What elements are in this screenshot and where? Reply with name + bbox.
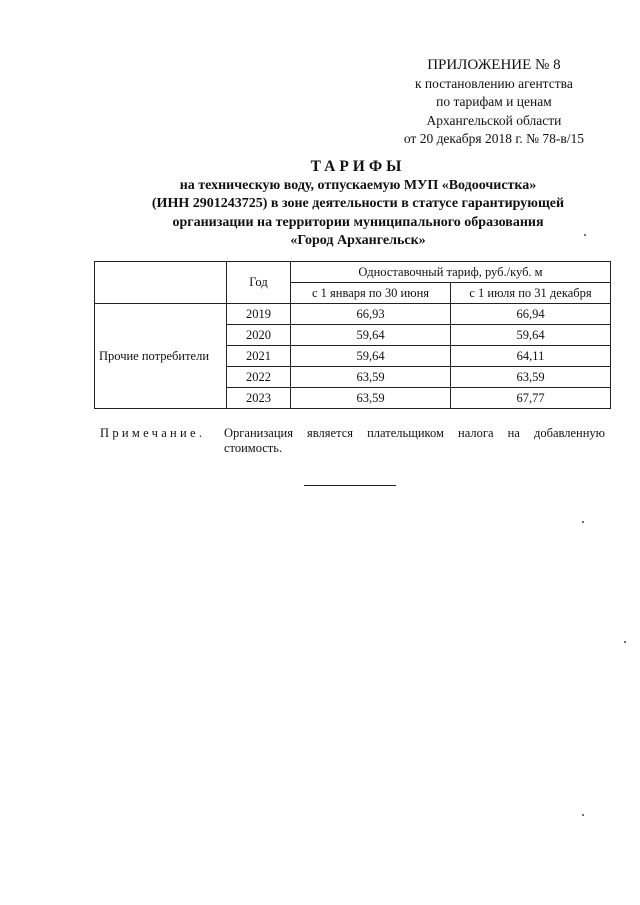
tariff-cell-h2: 59,64 (451, 325, 611, 346)
appendix-line: к постановлению агентства (415, 75, 573, 91)
tariff-cell-h2: 67,77 (451, 388, 611, 409)
heading-line: «Город Архангельск» (290, 233, 426, 248)
heading-line: организации на территории муниципального образования (172, 214, 544, 230)
tariff-cell-h2: 63,59 (451, 367, 611, 388)
appendix-title: ПРИЛОЖЕНИЕ № 8 (427, 57, 561, 73)
scan-speck (584, 234, 586, 236)
tariff-cell-h1: 59,64 (291, 325, 451, 346)
scan-speck (624, 641, 626, 643)
year-cell: 2020 (227, 325, 291, 346)
tariff-table (94, 261, 611, 409)
appendix-line: от 20 декабря 2018 г. № 78-в/15 (403, 131, 584, 146)
year-cell: 2019 (227, 304, 291, 325)
appendix-line: по тарифам и ценам (436, 94, 552, 109)
tariff-cell-h1: 63,59 (291, 367, 451, 388)
heading-title: ТАРИФЫ (310, 158, 406, 175)
empty-header-cell (95, 262, 227, 304)
year-header: Год (227, 262, 291, 304)
appendix-line: Архангельской области (426, 112, 562, 128)
year-cell: 2022 (227, 367, 291, 388)
tariff-cell-h2: 66,94 (451, 304, 611, 325)
note-block (100, 426, 605, 456)
period-header-second-half: с 1 июля по 31 декабря (451, 283, 611, 304)
tariff-cell-h1: 63,59 (291, 388, 451, 409)
tariff-cell-h1: 66,93 (291, 304, 451, 325)
heading-line: (ИНН 2901243725) в зоне деятельности в статусе гарантирующей (151, 196, 565, 211)
tariff-header: Одноставочный тариф, руб./куб. м (291, 262, 611, 283)
heading-line: на техническую воду, отпускаемую МУП «Водоочистка» (179, 177, 537, 193)
document-heading (108, 158, 608, 251)
tariff-cell-h1: 59,64 (291, 346, 451, 367)
appendix-block (404, 56, 584, 149)
scan-speck (582, 521, 584, 523)
note-label: Примечание. (100, 426, 206, 440)
year-cell: 2023 (227, 388, 291, 409)
scan-speck (582, 814, 584, 816)
period-header-first-half: с 1 января по 30 июня (291, 283, 451, 304)
note-text: Организация является плательщиком налога на добавленную стоимость. (224, 426, 605, 455)
group-label: Прочие потребители (95, 304, 227, 409)
closing-rule (304, 485, 396, 486)
table-row (95, 304, 611, 325)
table-header-row (95, 262, 611, 283)
tariff-cell-h2: 64,11 (451, 346, 611, 367)
year-cell: 2021 (227, 346, 291, 367)
